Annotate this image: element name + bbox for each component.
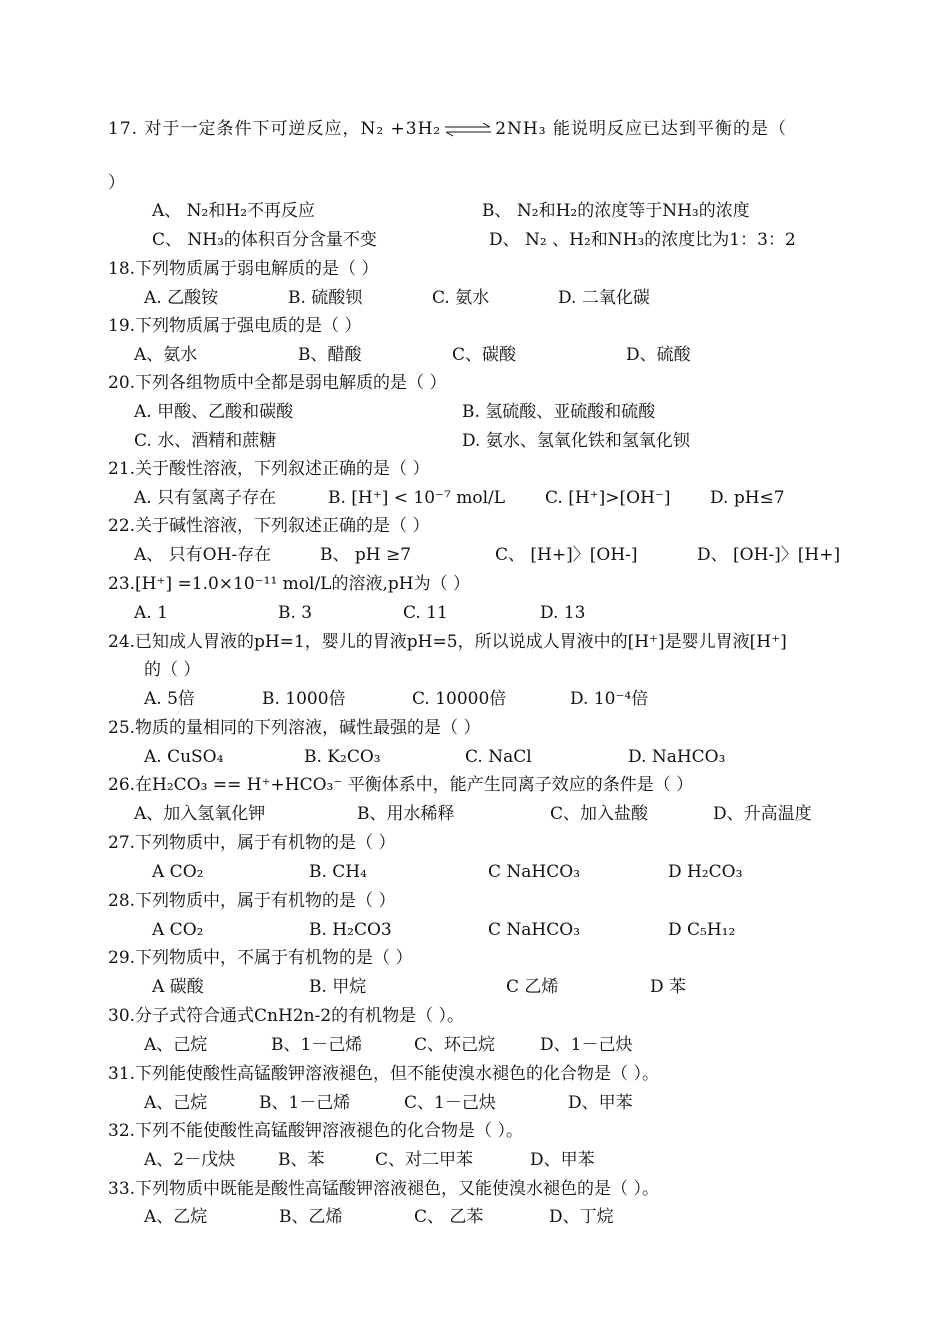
question-26-option-c: C、加入盐酸	[550, 804, 649, 824]
question-20-option-b: B. 氢硫酸、亚硫酸和硫酸	[462, 402, 656, 422]
question-25-option-b: B. K₂CO₃	[304, 747, 381, 767]
question-33-stem: 33.下列物质中既能是酸性高锰酸钾溶液褪色，又能使溴水褪色的是（ ）。	[108, 1179, 659, 1199]
question-31-stem: 31.下列能使酸性高锰酸钾溶液褪色，但不能使溴水褪色的化合物是（ ）。	[108, 1064, 659, 1084]
question-28-option-d: D C₅H₁₂	[668, 920, 736, 940]
question-30-option-b: B、1－己烯	[271, 1035, 363, 1055]
question-31-option-c: C、1－己炔	[404, 1093, 496, 1113]
question-28-stem: 28.下列物质中，属于有机物的是（ ）	[108, 891, 396, 911]
question-32-option-a: A、2－戊炔	[144, 1150, 236, 1170]
question-20-stem: 20.下列各组物质中全都是弱电解质的是（ ）	[108, 373, 447, 393]
question-17-stem	[108, 118, 787, 140]
question-32-stem: 32.下列不能使酸性高锰酸钾溶液褪色的化合物是（ ）。	[108, 1121, 523, 1141]
equilibrium-arrow-icon	[443, 120, 493, 138]
question-22-stem: 22.关于碱性溶液，下列叙述正确的是（ ）	[108, 516, 430, 536]
question-33-option-c: C、 乙苯	[414, 1207, 484, 1227]
question-18-option-d: D. 二氧化碳	[558, 288, 650, 308]
question-29-option-b: B. 甲烷	[309, 977, 367, 997]
question-31-option-a: A、己烷	[144, 1093, 208, 1113]
question-17-option-b: B、 N₂和H₂的浓度等于NH₃的浓度	[482, 201, 750, 221]
question-25-stem: 25.物质的量相同的下列溶液，碱性最强的是（ ）	[108, 718, 481, 738]
question-25-option-d: D. NaHCO₃	[628, 747, 726, 767]
question-20-option-d: D. 氨水、氢氧化铁和氢氧化钡	[462, 431, 690, 451]
question-30-option-d: D、1－己炔	[540, 1035, 633, 1055]
question-23-option-d: D. 13	[540, 603, 586, 623]
question-30-option-c: C、环己烷	[414, 1035, 496, 1055]
question-20-option-c: C. 水、酒精和蔗糖	[134, 431, 277, 451]
question-28-option-b: B. H₂CO3	[309, 920, 392, 940]
question-23-stem: 23.[H⁺] =1.0×10⁻¹¹ mol/L的溶液,pH为（ ）	[108, 574, 470, 594]
question-22-option-c: C、 [H+]〉[OH-]	[495, 545, 638, 565]
question-24-option-d: D. 10⁻⁴倍	[570, 689, 649, 709]
question-22-option-d: D、 [OH-]〉[H+]	[697, 545, 841, 565]
question-25-option-c: C. NaCl	[465, 747, 532, 767]
question-18-option-a: A. 乙酸铵	[144, 288, 219, 308]
question-19-stem: 19.下列物质属于强电质的是（ ）	[108, 316, 362, 336]
question-33-option-a: A、乙烷	[144, 1207, 208, 1227]
question-17-option-d: D、 N₂ 、H₂和NH₃的浓度比为1：3：2	[489, 230, 796, 250]
question-17-option-a: A、 N₂和H₂不再反应	[152, 201, 316, 221]
question-27-option-d: D H₂CO₃	[668, 862, 743, 882]
question-30-stem: 30.分子式符合通式CnH2n-2的有机物是（ ）。	[108, 1006, 465, 1026]
question-24-option-a: A. 5倍	[144, 689, 195, 709]
question-17-paren: ）	[108, 173, 125, 193]
question-30-option-a: A、己烷	[144, 1035, 208, 1055]
question-18-option-b: B. 硫酸钡	[288, 288, 363, 308]
question-20-option-a: A. 甲酸、乙酸和碳酸	[134, 402, 294, 422]
question-28-option-c: C NaHCO₃	[488, 920, 581, 940]
question-23-option-a: A. 1	[134, 603, 168, 623]
question-27-option-a: A CO₂	[152, 862, 204, 882]
question-19-option-d: D、硫酸	[626, 345, 691, 365]
question-24-stem: 24.已知成人胃液的pH=1，婴儿的胃液pH=5，所以说成人胃液中的[H⁺]是婴儿胃液[H⁺]	[108, 632, 787, 652]
question-26-option-b: B、用水稀释	[357, 804, 455, 824]
question-29-option-a: A 碳酸	[152, 977, 204, 997]
question-22-option-b: B、 pH ≥7	[320, 545, 412, 565]
question-32-option-b: B、苯	[278, 1150, 325, 1170]
question-26-stem: 26.在H₂CO₃ == H⁺+HCO₃⁻ 平衡体系中，能产生同离子效应的条件是（ ）	[108, 775, 694, 795]
question-32-option-d: D、甲苯	[530, 1150, 595, 1170]
question-32-option-c: C、对二甲苯	[375, 1150, 474, 1170]
question-19-option-c: C、碳酸	[452, 345, 517, 365]
question-29-option-d: D 苯	[650, 977, 687, 997]
question-23-option-b: B. 3	[278, 603, 313, 623]
question-23-option-c: C. 11	[403, 603, 448, 623]
question-27-option-c: C NaHCO₃	[488, 862, 581, 882]
question-29-stem: 29.下列物质中，不属于有机物的是（ ）	[108, 948, 413, 968]
question-24-option-b: B. 1000倍	[262, 689, 346, 709]
question-17-stem-part1: 17. 对于一定条件下可逆反应，N₂ +3H₂	[108, 119, 442, 139]
question-21-option-d: D. pH≤7	[710, 488, 785, 508]
question-19-option-b: B、醋酸	[298, 345, 362, 365]
question-17-option-c: C、 NH₃的体积百分含量不变	[152, 230, 377, 250]
question-24-stem-continued: 的（ ）	[144, 660, 201, 680]
question-21-option-c: C. [H⁺]>[OH⁻]	[545, 488, 671, 508]
question-22-option-a: A、 只有OH-存在	[134, 545, 272, 565]
question-26-option-d: D、升高温度	[713, 804, 812, 824]
question-27-option-b: B. CH₄	[309, 862, 367, 882]
question-33-option-b: B、乙烯	[279, 1207, 343, 1227]
question-21-stem: 21.关于酸性溶液，下列叙述正确的是（ ）	[108, 459, 430, 479]
question-18-stem: 18.下列物质属于弱电解质的是（ ）	[108, 259, 379, 279]
question-31-option-b: B、1－己烯	[259, 1093, 351, 1113]
question-27-stem: 27.下列物质中，属于有机物的是（ ）	[108, 833, 396, 853]
question-24-option-c: C. 10000倍	[412, 689, 507, 709]
question-26-option-a: A、加入氢氧化钾	[134, 804, 266, 824]
question-28-option-a: A CO₂	[152, 920, 204, 940]
question-19-option-a: A、氨水	[134, 345, 198, 365]
question-21-option-b: B. [H⁺] < 10⁻⁷ mol/L	[328, 488, 506, 508]
question-29-option-c: C 乙烯	[506, 977, 559, 997]
question-25-option-a: A. CuSO₄	[144, 747, 224, 767]
question-21-option-a: A. 只有氢离子存在	[134, 488, 277, 508]
question-17-stem-part2: 2NH₃ 能说明反应已达到平衡的是（	[495, 119, 787, 139]
question-18-option-c: C. 氨水	[432, 288, 490, 308]
question-33-option-d: D、丁烷	[549, 1207, 614, 1227]
question-31-option-d: D、甲苯	[568, 1093, 633, 1113]
